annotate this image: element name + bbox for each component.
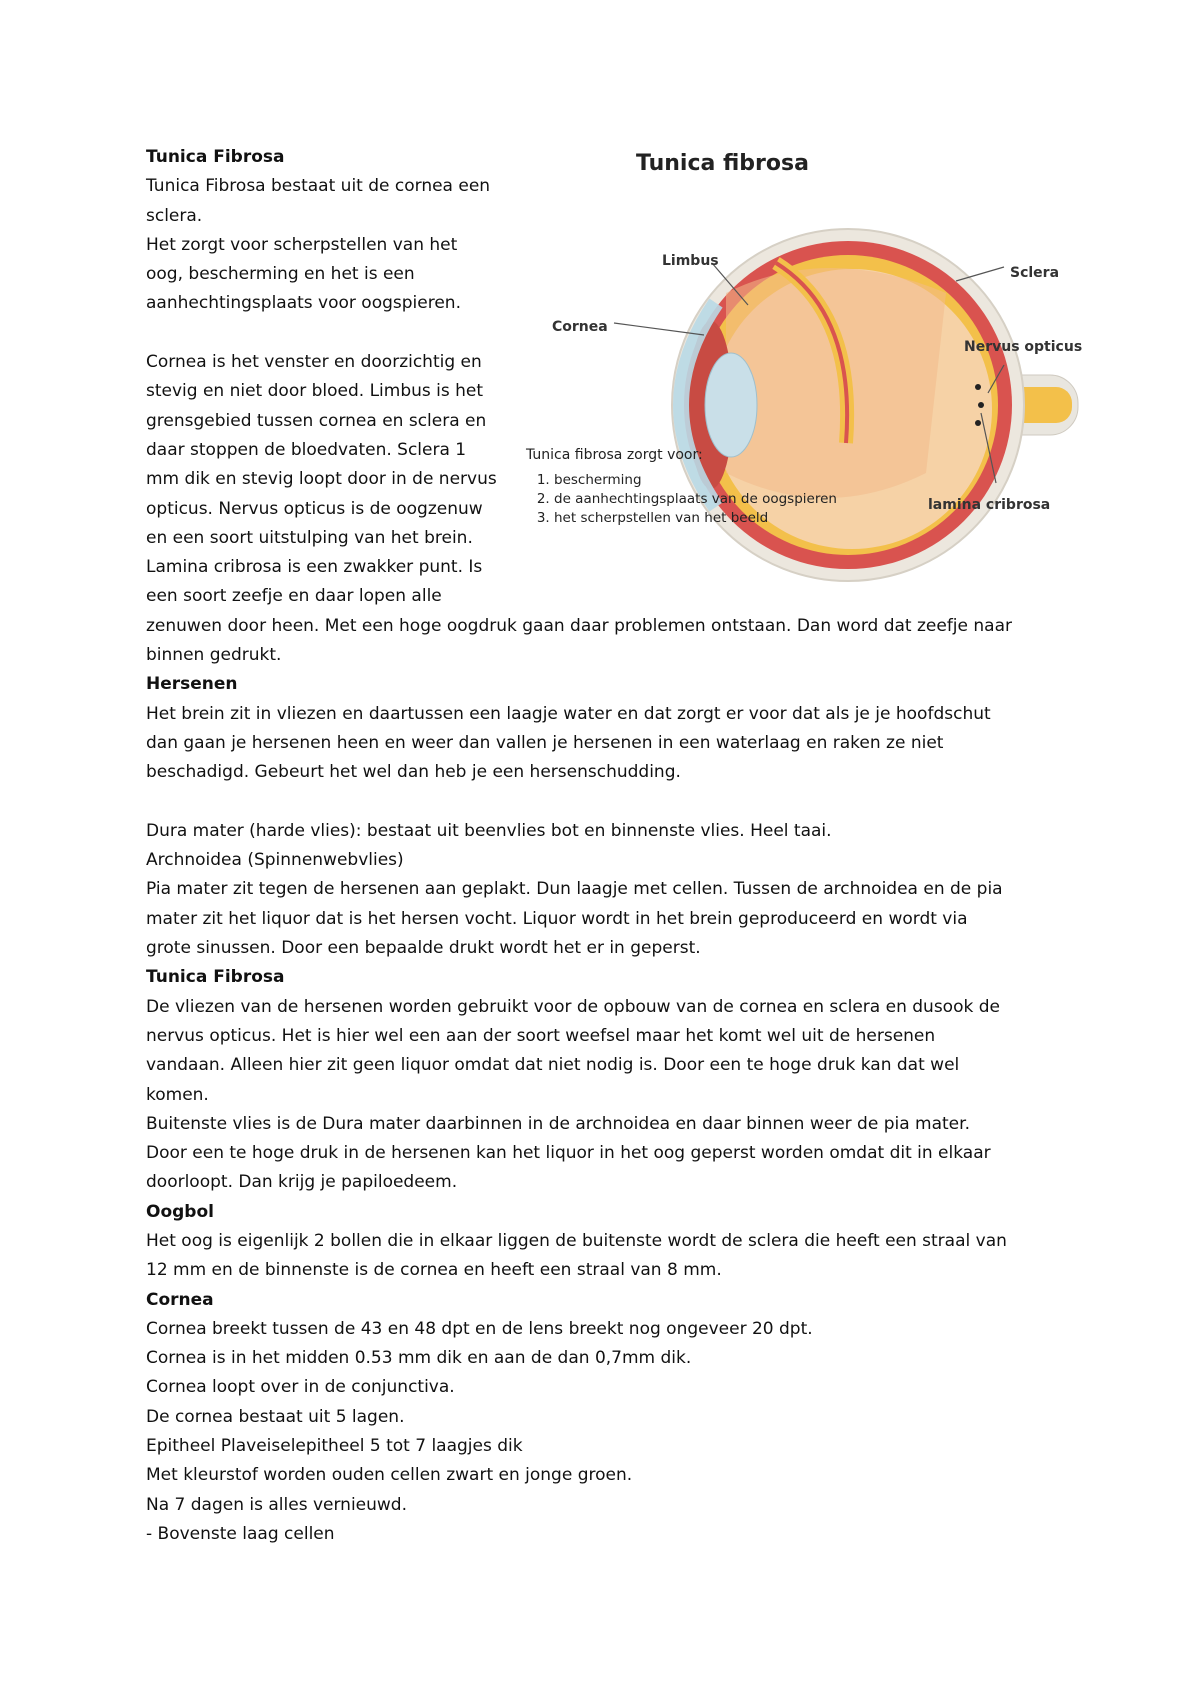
note-item: 2. de aanhechtingsplaats van de oogspieren (554, 490, 837, 509)
eye-diagram (526, 143, 1086, 583)
document-body (146, 143, 1086, 1549)
paragraph: Dura mater (harde vlies): bestaat uit beenvlies bot en binnenste vlies. Heel taai. Archnoidea (Spinnenwebvlies) Pia mater zit tegen de hersenen aan geplakt. Dun laagje met cellen. Tussen de archnoidea en de pia mater zit het liquor dat is het hersen vocht. Liquor wordt in het brein geproduceerd en wordt via grote sinussen. Door een bepaalde drukt wordt het er in geperst. (146, 820, 1003, 959)
label-lamina-cribrosa: lamina cribrosa (928, 497, 1051, 513)
label-limbus: Limbus (662, 253, 719, 269)
figure-title: Tunica fibrosa (636, 151, 809, 176)
paragraph: De vliezen van de hersenen worden gebruikt voor de opbouw van de cornea en sclera en dusook de nervus opticus. Het is hier wel een aan der soort weefsel maar het komt wel uit de hersenen vandaan. Alleen hier zit geen liquor omdat dat niet nodig is. Door een te hoge druk kan dat wel komen. Buitenste vlies is de Dura mater daarbinnen in de archnoidea en daar binnen weer de pia mater. Door een te hoge druk in de hersenen kan het liquor in het oog geperst worden omdat dit in elkaar doorloopt. Dan krijg je papiloedeem. (146, 996, 1000, 1193)
paragraph: Tunica Fibrosa bestaat uit de cornea een sclera. Het zorgt voor scherpstellen van het oog, bescherming en het is een aanhechtingsplaats voor oogspieren. (146, 176, 491, 314)
label-cornea: Cornea (552, 319, 608, 335)
heading-oogbol: Oogbol (146, 1201, 214, 1222)
note-item: 3. het scherpstellen van het beeld (554, 509, 837, 528)
heading-cornea: Cornea (146, 1289, 214, 1310)
figure-note (526, 445, 837, 528)
heading-hersenen: Hersenen (146, 674, 238, 695)
paragraph: Cornea is het venster en doorzichtig en stevig en niet door bloed. Limbus is het grensgebied tussen cornea en sclera en daar stoppen de bloedvaten. Sclera 1 mm dik en stevig loopt door in de nervus opticus. Nervus opticus is de oogzenuw en een soort uitstulping van het brein. Lamina cribrosa is een zwakker punt. Is een soort zeefje en daar lopen alle (146, 352, 497, 607)
label-sclera: Sclera (1010, 265, 1060, 281)
note-item: 1. bescherming (554, 471, 837, 490)
heading-tunica-fibrosa-2: Tunica Fibrosa (146, 967, 285, 988)
paragraph: Het oog is eigenlijk 2 bollen die in elkaar liggen de buitenste wordt de sclera die heeft een straal van 12 mm en de binnenste is de cornea en heeft een straal van 8 mm. (146, 1230, 1007, 1281)
figure-note-list (526, 471, 837, 528)
figure-note-title: Tunica fibrosa zorgt voor: (526, 447, 703, 463)
label-nervus-opticus: Nervus opticus (964, 339, 1083, 355)
paragraph: Het brein zit in vliezen en daartussen een laagje water en dat zorgt er voor dat als je je hoofdschut dan gaan je hersenen heen en weer dan vallen je hersenen in een waterlaag en raken ze niet beschadigd. Gebeurt het wel dan heb je een hersenschudding. (146, 703, 991, 783)
paragraph: Cornea breekt tussen de 43 en 48 dpt en de lens breekt nog ongeveer 20 dpt. Cornea is in het midden 0.53 mm dik en aan de dan 0,7mm dik. Cornea loopt over in de conjunctiva. De cornea bestaat uit 5 lagen. Epitheel Plaveiselepitheel 5 tot 7 laagjes dik Met kleurstof worden ouden cellen zwart en jonge groen. Na 7 dagen is alles vernieuwd. - Bovenste laag cellen (146, 1318, 813, 1544)
heading-tunica-fibrosa: Tunica Fibrosa (146, 147, 285, 167)
paragraph: zenuwen door heen. Met een hoge oogdruk gaan daar problemen ontstaan. Dan word dat zeefje naar binnen gedrukt. (146, 615, 1012, 666)
